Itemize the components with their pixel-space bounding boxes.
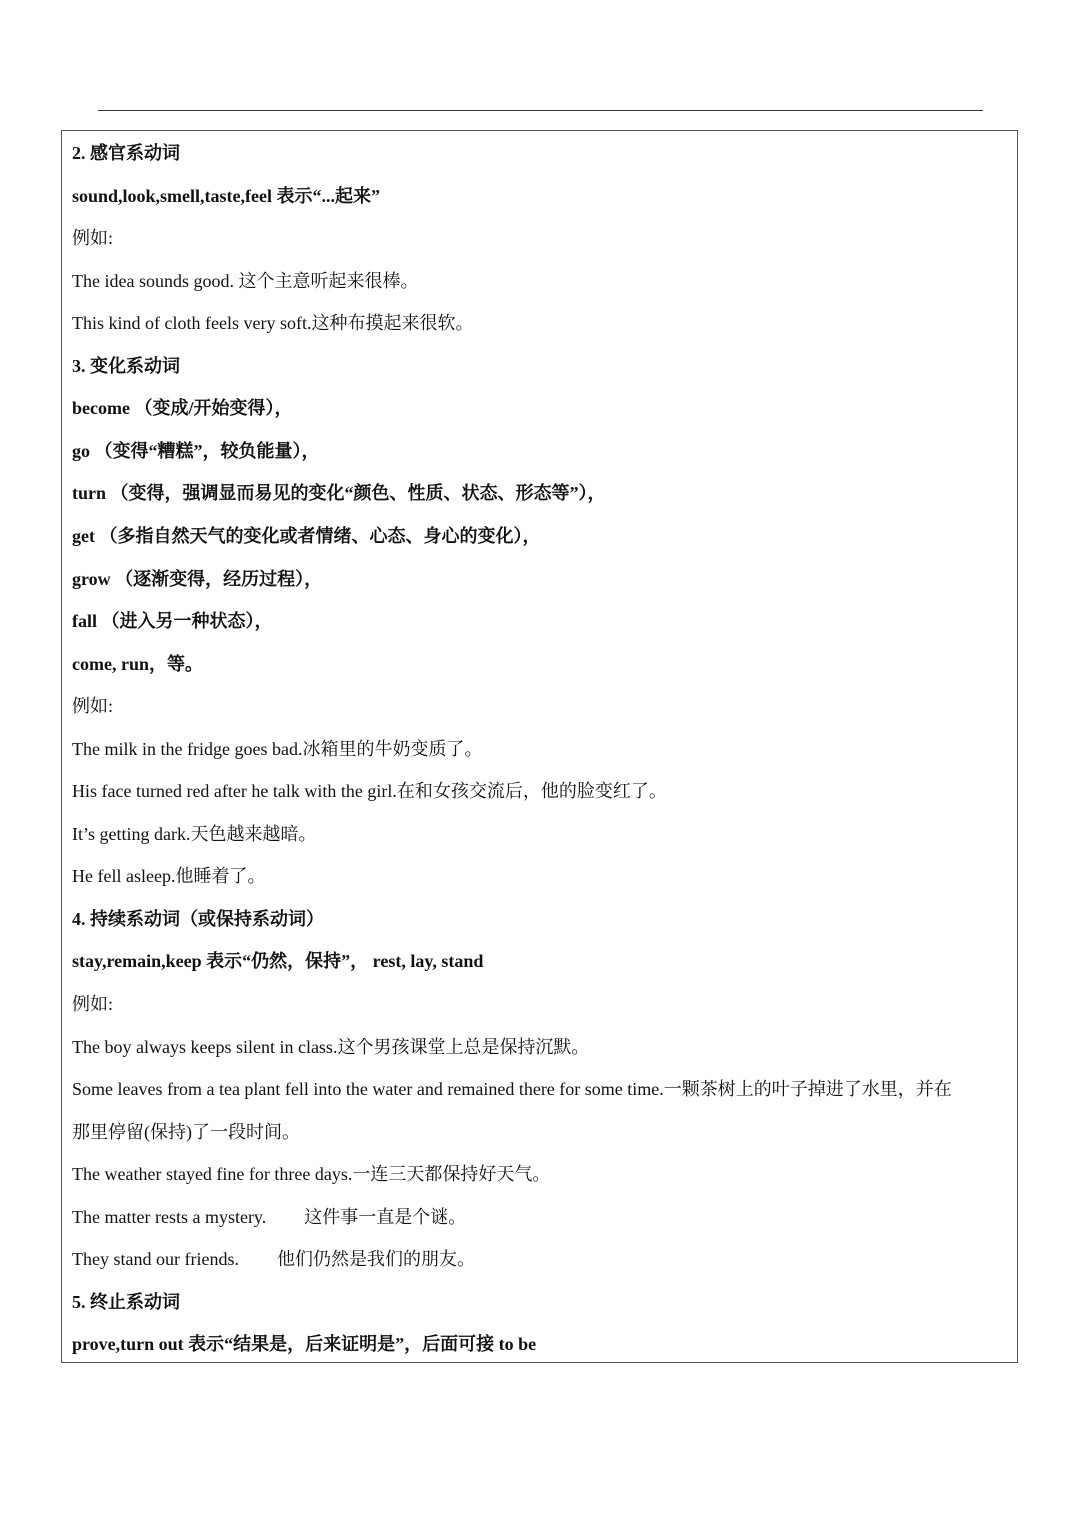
text-line — [72, 1077, 952, 1101]
text-line-content: 4. 持续系动词（或保持系动词） — [72, 908, 324, 929]
text-line — [72, 779, 667, 803]
text-line — [72, 609, 273, 633]
text-line-content: This kind of cloth feels very soft.这种布摸起来很软。 — [72, 313, 474, 334]
text-line — [72, 311, 473, 335]
text-line-translation: 这件事一直是个谜。 — [304, 1206, 467, 1227]
text-line-content: grow （逐渐变得，经历过程）， — [72, 568, 323, 589]
text-line-content: come, run，等。 — [72, 653, 203, 674]
text-line — [72, 1035, 589, 1059]
text-line-content: His face turned red after he talk with the girl.在和女孩交流后，他的脸变红了。 — [72, 781, 667, 802]
text-line — [72, 524, 540, 548]
text-line-content: sound,look,smell,taste,feel 表示“...起来” — [72, 185, 380, 206]
text-line — [72, 481, 606, 505]
text-line — [72, 907, 324, 931]
text-line — [72, 141, 180, 165]
text-line-content: They stand our friends. — [72, 1249, 239, 1270]
text-line-content: It’s getting dark.天色越来越暗。 — [72, 823, 317, 844]
text-line — [72, 1120, 300, 1144]
text-line-content: prove,turn out 表示“结果是，后来证明是”，后面可接 to be — [72, 1334, 537, 1355]
text-line — [72, 694, 113, 718]
text-line — [72, 184, 380, 208]
text-line-content: get （多指自然天气的变化或者情绪、心态、身心的变化）， — [72, 525, 541, 546]
text-line-content: fall （进入另一种状态）， — [72, 611, 273, 631]
text-line-content: become （变成/开始变得）， — [72, 398, 293, 419]
text-line-content: 那里停留(保持)了一段时间。 — [72, 1121, 300, 1142]
text-line-content: The matter rests a mystery. — [72, 1206, 267, 1227]
text-line — [72, 1162, 550, 1186]
text-line — [72, 1290, 180, 1314]
text-line-content: The idea sounds good. 这个主意听起来很棒。 — [72, 270, 419, 291]
text-line-content: go （变得“糟糕”，较负能量）， — [72, 440, 320, 461]
text-line — [72, 439, 320, 463]
header-rule — [98, 110, 983, 111]
text-line — [72, 269, 418, 293]
text-line — [72, 567, 322, 591]
text-line — [72, 949, 483, 973]
text-line — [72, 822, 316, 846]
text-line-content: turn （变得，强调显而易见的变化“颜色、性质、状态、形态等”）， — [72, 483, 606, 504]
text-line — [72, 226, 113, 250]
text-line — [72, 1247, 475, 1271]
text-line-content: stay,remain,keep 表示“仍然，保持”， rest, lay, stand — [72, 951, 484, 972]
text-line — [72, 1332, 536, 1356]
text-line-content: He fell asleep.他睡着了。 — [72, 866, 266, 887]
text-line — [72, 737, 482, 761]
text-line-content: The weather stayed fine for three days.一连三天都保持好天气。 — [72, 1164, 551, 1185]
text-line-content: 2. 感官系动词 — [72, 143, 180, 163]
text-line-content: 例如: — [72, 696, 114, 717]
text-line — [72, 1205, 466, 1229]
text-line — [72, 396, 292, 420]
text-line-content: 例如: — [72, 228, 114, 249]
text-line-content: The milk in the fridge goes bad.冰箱里的牛奶变质了。 — [72, 738, 483, 759]
text-line — [72, 354, 180, 378]
content-box — [61, 130, 1018, 1363]
text-line — [72, 864, 265, 888]
text-line-content: Some leaves from a tea plant fell into the water and remained there for some time.一颗茶树上的叶子掉进了水里，并在 — [72, 1079, 952, 1100]
text-line-content: 3. 变化系动词 — [72, 355, 180, 376]
text-line-translation: 他们仍然是我们的朋友。 — [276, 1249, 475, 1270]
text-line-content: The boy always keeps silent in class.这个男孩课堂上总是保持沉默。 — [72, 1036, 590, 1057]
text-line-content: 5. 终止系动词 — [72, 1291, 180, 1312]
text-line-content: 例如: — [72, 994, 114, 1014]
text-line — [72, 652, 203, 676]
text-line — [72, 992, 113, 1016]
